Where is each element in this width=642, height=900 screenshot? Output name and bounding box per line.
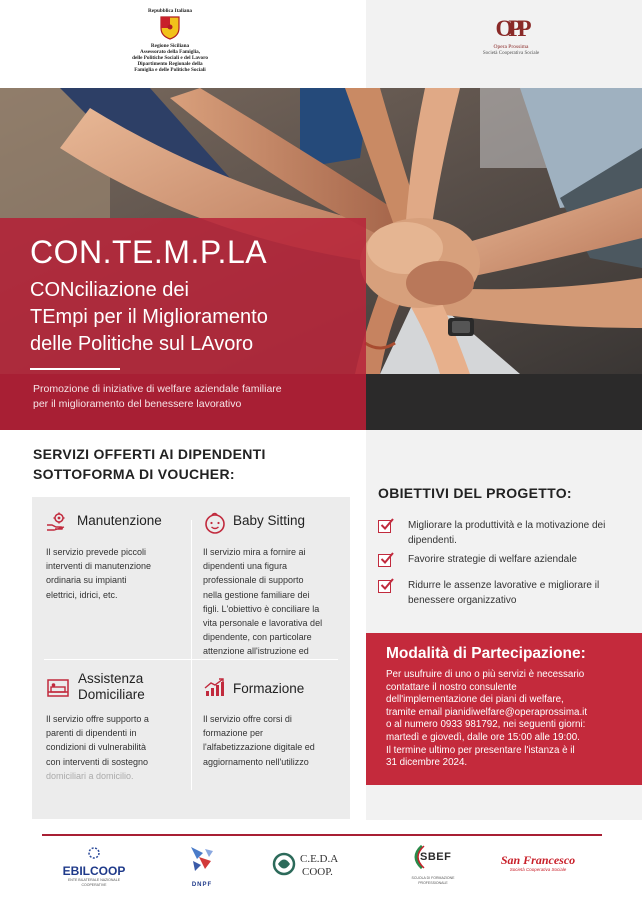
services-heading-line: SOTTOFORMA DI VOUCHER:: [33, 466, 235, 482]
service-text-line: vita personale e lavorativa del: [203, 618, 323, 629]
service-text-line: professionale di supporto: [203, 575, 304, 586]
objectives-heading: OBIETTIVI DEL PROGETTO:: [378, 485, 572, 501]
san-francesco-name: San Francesco: [500, 853, 576, 867]
service-text-line: parenti di dipendenti in: [46, 728, 137, 739]
objective-text: Favorire strategie di welfare aziendale: [408, 554, 577, 565]
service-text-line: domiciliari a domicilio.: [46, 770, 134, 781]
opp-subtitle: Società Cooperativa Sociale: [482, 51, 540, 56]
service-text-line: Il servizio mira a fornire ai: [203, 547, 306, 557]
promo-line: Promozione di iniziative di welfare aziendale familiare: [33, 383, 282, 395]
participation-line: Per usufruire di uno o più servizi è necessario: [386, 669, 585, 680]
service-title-baby-sitting: Baby Sitting: [233, 513, 306, 528]
san-francesco-logo: [492, 854, 584, 873]
participation-line: dell'implementazione dei piani di welfare,: [386, 694, 564, 706]
dnpf-logo: [184, 843, 220, 889]
san-francesco-sub: Società Cooperativa Sociale: [509, 867, 567, 872]
promo-dark-panel: [366, 374, 642, 430]
service-text-line: dipendenti una figura: [203, 561, 288, 572]
participation-line: Il termine ultimo per presentare l'istanza è il: [386, 744, 575, 756]
gear-hand-icon: [46, 512, 68, 537]
services-divider-vertical: [191, 520, 192, 790]
gov-line: Famiglia e delle Politiche Sociali: [134, 67, 206, 73]
service-text-line: condizioni di vulnerabilità: [46, 742, 147, 753]
checkbox-icon: [378, 520, 391, 533]
service-text-line: interventi di manutenzione: [46, 561, 152, 572]
sbef-name: SBEF: [420, 851, 452, 863]
participation-line: martedì e giovedì, dalle ore 15:00 alle 19:00.: [386, 731, 580, 743]
service-text-line: Il servizio prevede piccoli: [46, 547, 147, 557]
ceda-name: C.E.D.A: [300, 853, 339, 865]
checkbox-icon: [378, 554, 391, 567]
baby-face-icon: [203, 512, 227, 539]
service-text-line: Il servizio offre supporto a: [46, 714, 149, 724]
services-divider-horizontal: [44, 659, 338, 660]
ceda-sub: COOP.: [302, 866, 333, 878]
opera-prossima-logo: [456, 16, 566, 57]
objective-text: Ridurre le assenze lavorative e migliorare il benessere organizzativo: [408, 580, 600, 606]
participation-text: [386, 669, 638, 770]
service-text-line: ordinaria su impianti: [46, 575, 127, 586]
objective-text: Migliorare la produttività e la motivazione dei dipendenti.: [408, 520, 606, 546]
dnpf-name: DNPF: [191, 882, 213, 888]
sbef-logo: [404, 843, 462, 886]
service-text-baby-sitting: [203, 545, 343, 659]
service-text-line: Il servizio offre corsi di: [203, 714, 292, 724]
service-text-line: con interventi di sostegno: [46, 756, 149, 767]
sicily-crest-icon: [160, 16, 180, 40]
participation-line: 31 dicembre 2024.: [386, 757, 468, 769]
service-text-line: formazione per: [203, 728, 264, 739]
service-text-line: elettrici, idrici, etc.: [46, 589, 118, 600]
service-title-line: Assistenza: [78, 671, 144, 686]
service-title-line: Domiciliare: [78, 687, 145, 702]
participation-line: o al numero 0933 981792, nei seguenti giorni:: [386, 719, 586, 731]
service-title-assistenza: [78, 671, 145, 703]
dnpf-mark-icon: [187, 843, 217, 877]
ebilcoop-name: EBILCOOP: [62, 864, 126, 878]
ebilcoop-sub: ENTE BILATERALE NAZIONALE COOPERATIVE: [67, 878, 121, 887]
ebilcoop-mark-icon: [86, 846, 102, 860]
subtitle-line: CONciliazione dei: [30, 279, 189, 301]
service-text-manutenzione: [46, 545, 186, 602]
services-heading: [33, 444, 266, 484]
gov-line: Regione Siciliana: [150, 43, 190, 49]
promo-text: [33, 382, 353, 412]
ceda-mark-icon: [272, 851, 296, 877]
service-title-manutenzione: Manutenzione: [77, 513, 162, 528]
checkbox-icon: [378, 580, 391, 593]
title-divider: [30, 368, 120, 370]
gov-line: Assessorato della Famiglia,: [139, 49, 201, 55]
project-title: CON.TE.M.P.LA: [30, 234, 268, 270]
participation-line: tramite email pianidiwelfare@operaprossima.it: [386, 706, 588, 718]
participation-line: contattare il nostro consulente: [386, 681, 517, 693]
service-text-formazione: [203, 712, 343, 769]
service-text-line: dipendente, con particolare: [203, 632, 312, 643]
bed-care-icon: [46, 678, 70, 703]
service-text-line: nella gestione familiare dei: [203, 589, 310, 600]
footer-divider: [42, 834, 602, 836]
gov-line: Repubblica Italiana: [148, 8, 192, 14]
services-heading-line: SERVIZI OFFERTI AI DIPENDENTI: [33, 446, 266, 462]
opp-logo-mark: OPP: [495, 16, 527, 41]
service-text-line: figli. L'obiettivo è conciliare la: [203, 603, 320, 614]
service-text-line: aggiornamento nell'utilizzo: [203, 756, 309, 767]
service-text-line: attenzione all'istruzione ed: [203, 646, 309, 657]
government-logo-block: [110, 8, 230, 73]
subtitle-line: TEmpi per il Miglioramento: [30, 306, 268, 328]
opp-name: Opera Prossima: [493, 44, 529, 50]
service-title-formazione: Formazione: [233, 681, 305, 696]
service-text-line: l'alfabetizzazione digitale ed: [203, 742, 315, 753]
ebilcoop-logo: [58, 846, 130, 888]
gov-line: Dipartimento Regionale della: [137, 61, 203, 67]
promo-line: per il miglioramento del benessere lavorativo: [33, 398, 242, 410]
sbef-sub: SCUOLA DI FORMAZIONE PROFESSIONALE: [411, 876, 455, 885]
participation-heading: Modalità di Partecipazione:: [386, 645, 586, 662]
growth-chart-icon: [203, 678, 227, 703]
subtitle-line: delle Politiche sul LAvoro: [30, 333, 254, 355]
gov-line: delle Politiche Sociali e del Lavoro: [132, 55, 208, 61]
service-text-assistenza: [46, 712, 186, 783]
